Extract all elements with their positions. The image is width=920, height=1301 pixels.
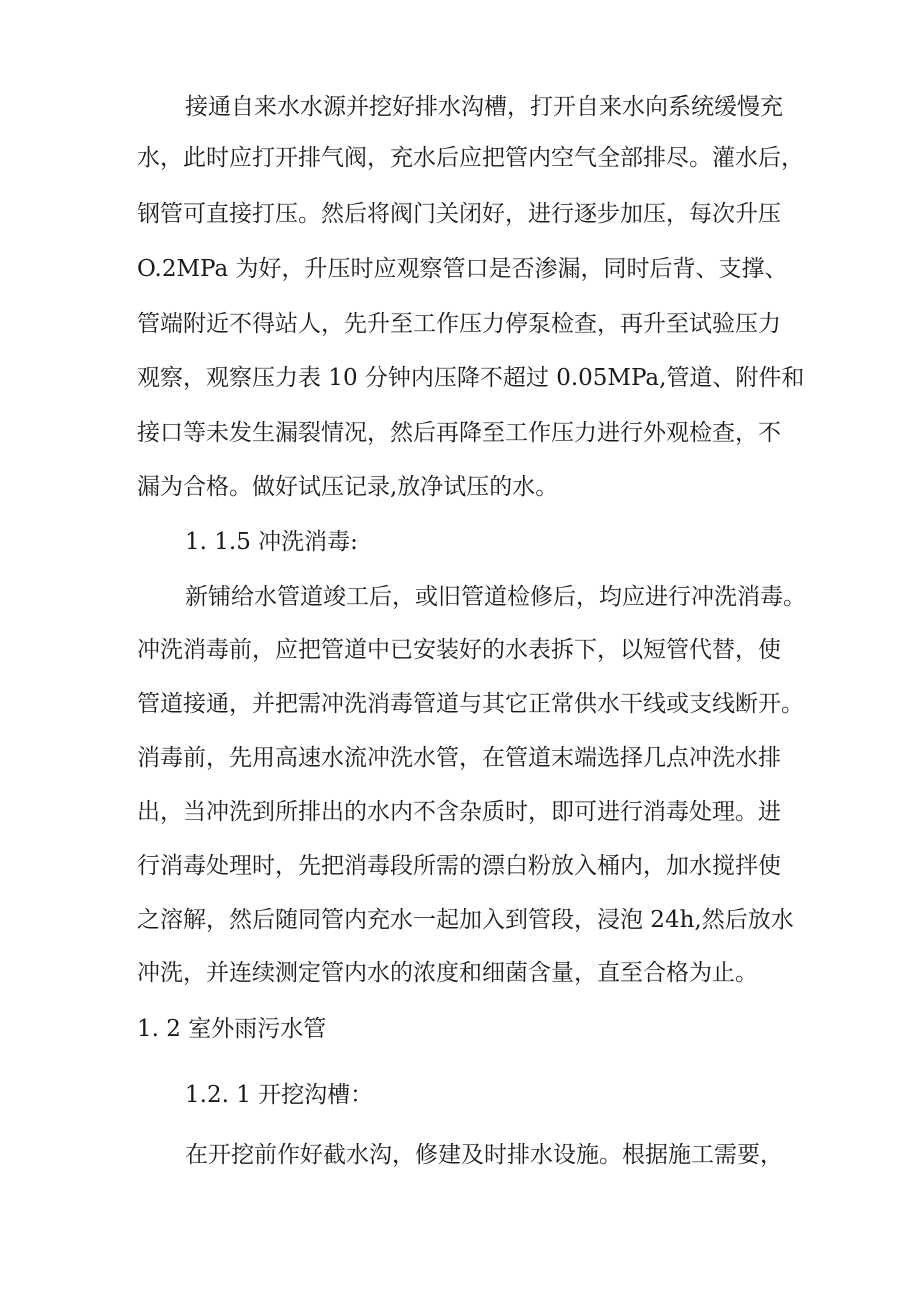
paragraph-line: 在开挖前作好截水沟，修建及时排水设施。根据施工需要，: [185, 1142, 783, 1168]
paragraph-line: 新铺给水管道竣工后，或旧管道检修后，均应进行冲洗消毒。: [185, 584, 806, 610]
subsection-heading: 1.2. 1 开挖沟槽：: [185, 1082, 374, 1108]
paragraph-line: O.2MPa 为好，升压时应观察管口是否渗漏，同时后背、支撑、: [137, 256, 788, 282]
section-heading: 1. 1.5 冲洗消毒:: [185, 529, 358, 555]
paragraph-line: 冲洗消毒前，应把管道中已安装好的水表拆下，以短管代替，使: [137, 637, 781, 663]
paragraph-line: 漏为合格。做好试压记录,放净试压的水。: [137, 474, 559, 500]
paragraph-line: 之溶解，然后随同管内充水一起加入到管段，浸泡 24h,然后放水: [137, 907, 794, 933]
paragraph-line: 管端附近不得站人，先升至工作压力停泵检查，再升至试验压力: [137, 311, 781, 337]
paragraph-line: 管道接通，并把需冲洗消毒管道与其它正常供水干线或支线断开。: [137, 691, 804, 717]
paragraph-line: 水，此时应打开排气阀，充水后应把管内空气全部排尽。灌水后，: [137, 145, 804, 171]
paragraph-line: 钢管可直接打压。然后将阀门关闭好，进行逐步加压，每次升压: [137, 201, 781, 227]
paragraph-line: 观察，观察压力表 10 分钟内压降不超过 0.05MPa,管道、附件和: [137, 365, 805, 391]
paragraph-line: 消毒前，先用高速水流冲洗水管，在管道末端选择几点冲洗水排: [137, 745, 781, 771]
paragraph-line: 接口等未发生漏裂情况，然后再降至工作压力进行外观检查，不: [137, 420, 781, 446]
paragraph-line: 冲洗，并连续测定管内水的浓度和细菌含量，直至合格为止。: [137, 960, 758, 986]
paragraph-line: 接通自来水水源并挖好排水沟槽，打开自来水向系统缓慢充: [185, 94, 783, 120]
paragraph-line: 出，当冲洗到所排出的水内不含杂质时，即可进行消毒处理。进: [137, 799, 781, 825]
section-heading: 1. 2 室外雨污水管: [137, 1016, 327, 1042]
paragraph-line: 行消毒处理时，先把消毒段所需的漂白粉放入桶内，加水搅拌使: [137, 853, 781, 879]
